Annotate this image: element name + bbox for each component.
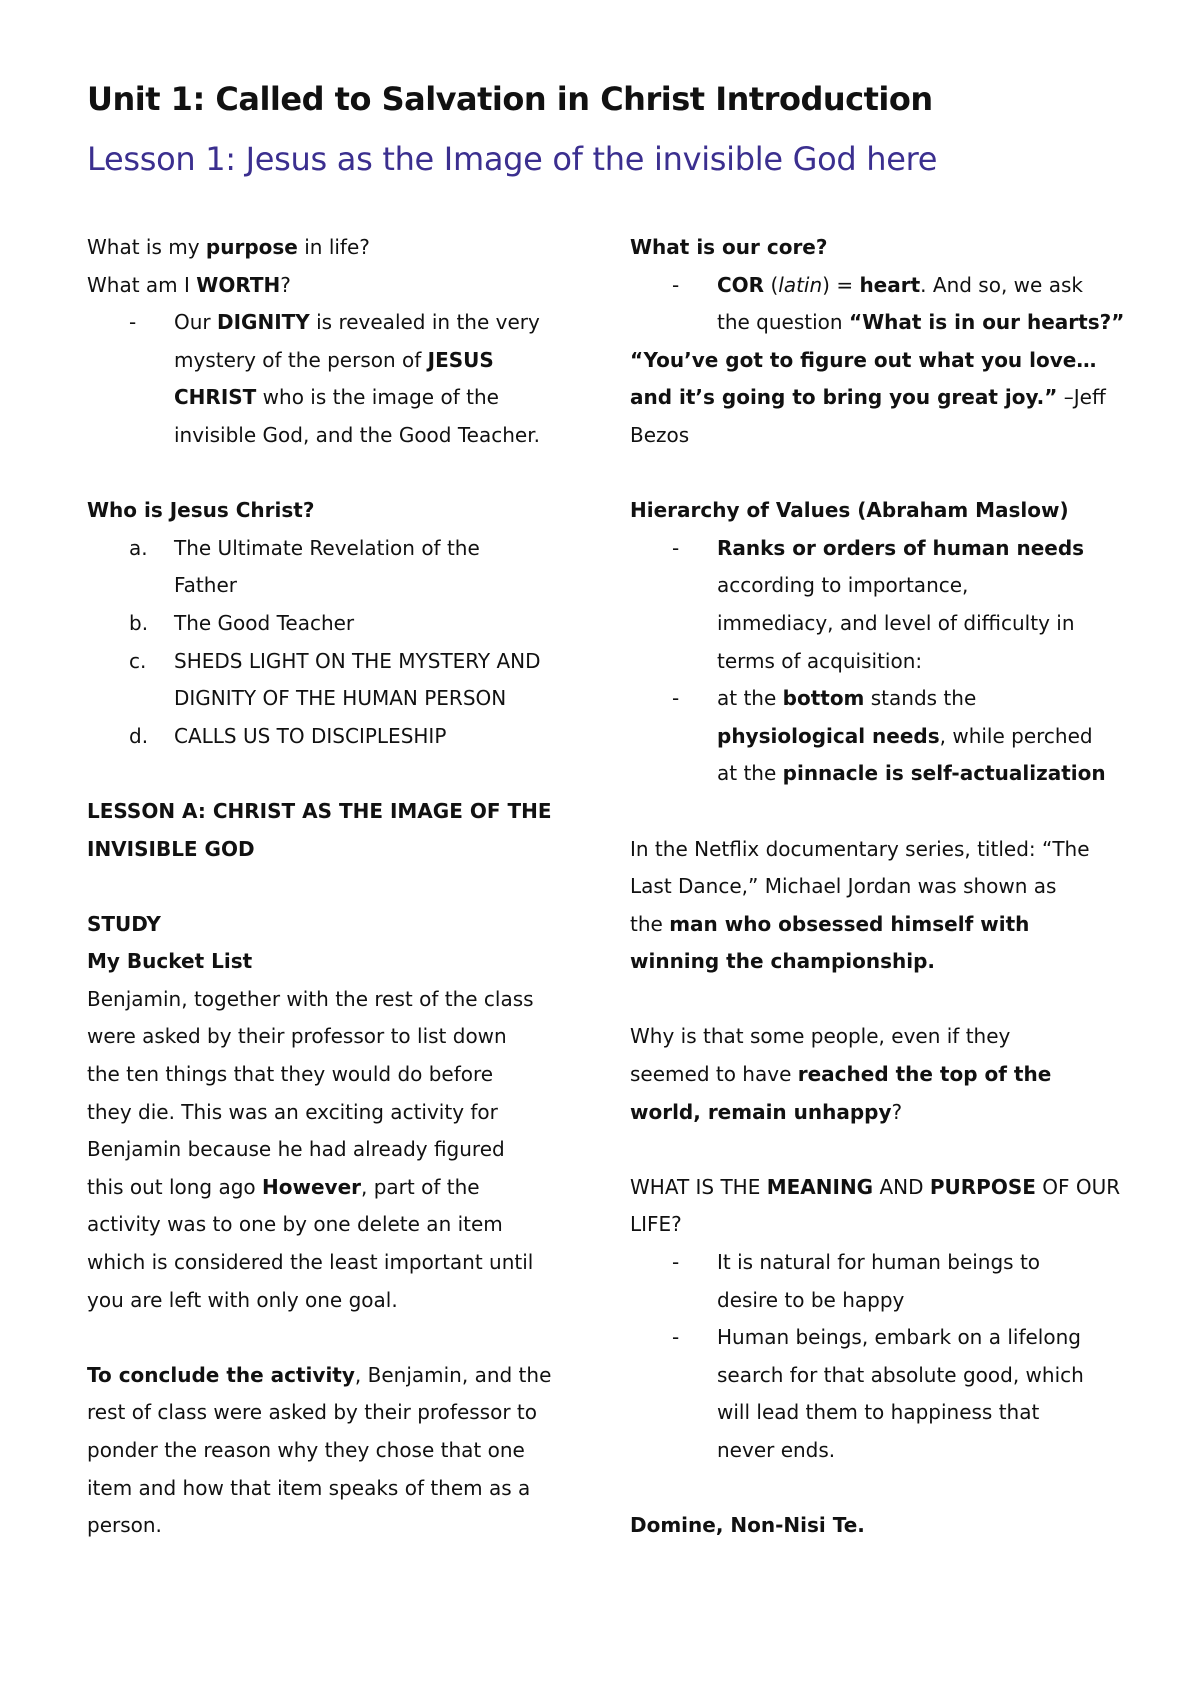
meaning-bullet-1: - It is natural for human beings to desire to be happy	[630, 1244, 1130, 1319]
who-list	[87, 530, 587, 756]
list-marker: c.	[129, 648, 147, 673]
list-item-text: CALLS US TO DISCIPLESHIP	[174, 723, 447, 748]
dash-marker: -	[129, 310, 137, 335]
list-item	[87, 643, 587, 718]
list-marker: a.	[129, 535, 148, 560]
lesson-subtitle: Lesson 1: Jesus as the Image of the invisible God here	[87, 140, 938, 178]
hierarchy-heading: Hierarchy of Values (Abraham Maslow)	[630, 498, 1069, 523]
study-heading: STUDY	[87, 911, 161, 936]
bucket-paragraph: Benjamin, together with the rest of the class were asked by their professor to list down the ten things that they would do before they die. This was an exciting activity for Benjamin because he had already figured this out long ago However, part of the activity was to one by one delete an item which is considered the least important until you are left with only one goal.	[87, 986, 534, 1312]
meaning-question: WHAT IS THE MEANING AND PURPOSE OF OUR LIFE?	[630, 1174, 1121, 1237]
core-heading: What is our core?	[630, 235, 828, 259]
dash-marker: -	[672, 535, 680, 560]
list-item-text: The Ultimate Revelation of the	[174, 535, 480, 560]
hierarchy-bullet-1: - Ranks or orders of human needs according to importance, immediacy, and level of difficulty in terms of acquisition:	[630, 530, 1130, 680]
bucket-list-heading: My Bucket List	[87, 949, 253, 974]
conclusion-paragraph: To conclude the activity, Benjamin, and the rest of class were asked by their professor to ponder the reason why they chose that one item and how that item speaks of them as a person.	[87, 1362, 552, 1538]
list-item	[87, 718, 587, 756]
list-item-text: Father	[174, 573, 237, 598]
dignity-bullet: - Our DIGNITY is revealed in the very mystery of the person of JESUS CHRIST who is the image of the invisible God, and the Good Teacher.	[87, 304, 587, 454]
unit-title: Unit 1: Called to Salvation in Christ Introduction	[87, 80, 933, 118]
list-item	[87, 530, 587, 605]
closing-motto: Domine, Non-Nisi Te.	[630, 1513, 865, 1538]
list-item-text: DIGNITY OF THE HUMAN PERSON	[174, 686, 507, 711]
dash-marker: -	[672, 1250, 680, 1275]
list-item-text: SHEDS LIGHT ON THE MYSTERY AND	[174, 648, 541, 673]
right-column	[630, 229, 1130, 1545]
purpose-question: What is my purpose in life?	[87, 235, 370, 259]
lesson-a-heading-cont: INVISIBLE GOD	[87, 836, 255, 861]
unhappy-question: Why is that some people, even if they seemed to have reached the top of the world, remain unhappy?	[630, 1024, 1052, 1124]
cor-bullet: - COR (latin) = heart. And so, we ask the question “What is in our hearts?”	[630, 267, 1130, 342]
lesson-a-heading: LESSON A: CHRIST AS THE IMAGE OF THE	[87, 798, 552, 823]
meaning-bullet-2: - Human beings, embark on a lifelong search for that absolute good, which will lead them to happiness that never ends.	[630, 1319, 1130, 1469]
list-item	[87, 605, 587, 643]
dash-marker: -	[672, 1325, 680, 1350]
who-heading: Who is Jesus Christ?	[87, 498, 315, 523]
bezos-quote: “You’ve got to figure out what you love… and it’s going to bring you great joy.” –Jeff Bezos	[630, 347, 1106, 447]
list-item-text: The Good Teacher	[174, 610, 355, 635]
worth-question: What am I WORTH?	[87, 272, 291, 297]
list-marker: b.	[129, 610, 149, 635]
dash-marker: -	[672, 686, 680, 711]
dash-marker: -	[672, 272, 680, 297]
hierarchy-bullet-2: - at the bottom stands the physiological needs, while perched at the pinnacle is self-actualization	[630, 680, 1130, 793]
left-column	[87, 229, 587, 1545]
netflix-paragraph: In the Netflix documentary series, titled: “The Last Dance,” Michael Jordan was shown as the man who obsessed himself with winning the championship.	[630, 836, 1090, 974]
list-marker: d.	[129, 723, 149, 748]
